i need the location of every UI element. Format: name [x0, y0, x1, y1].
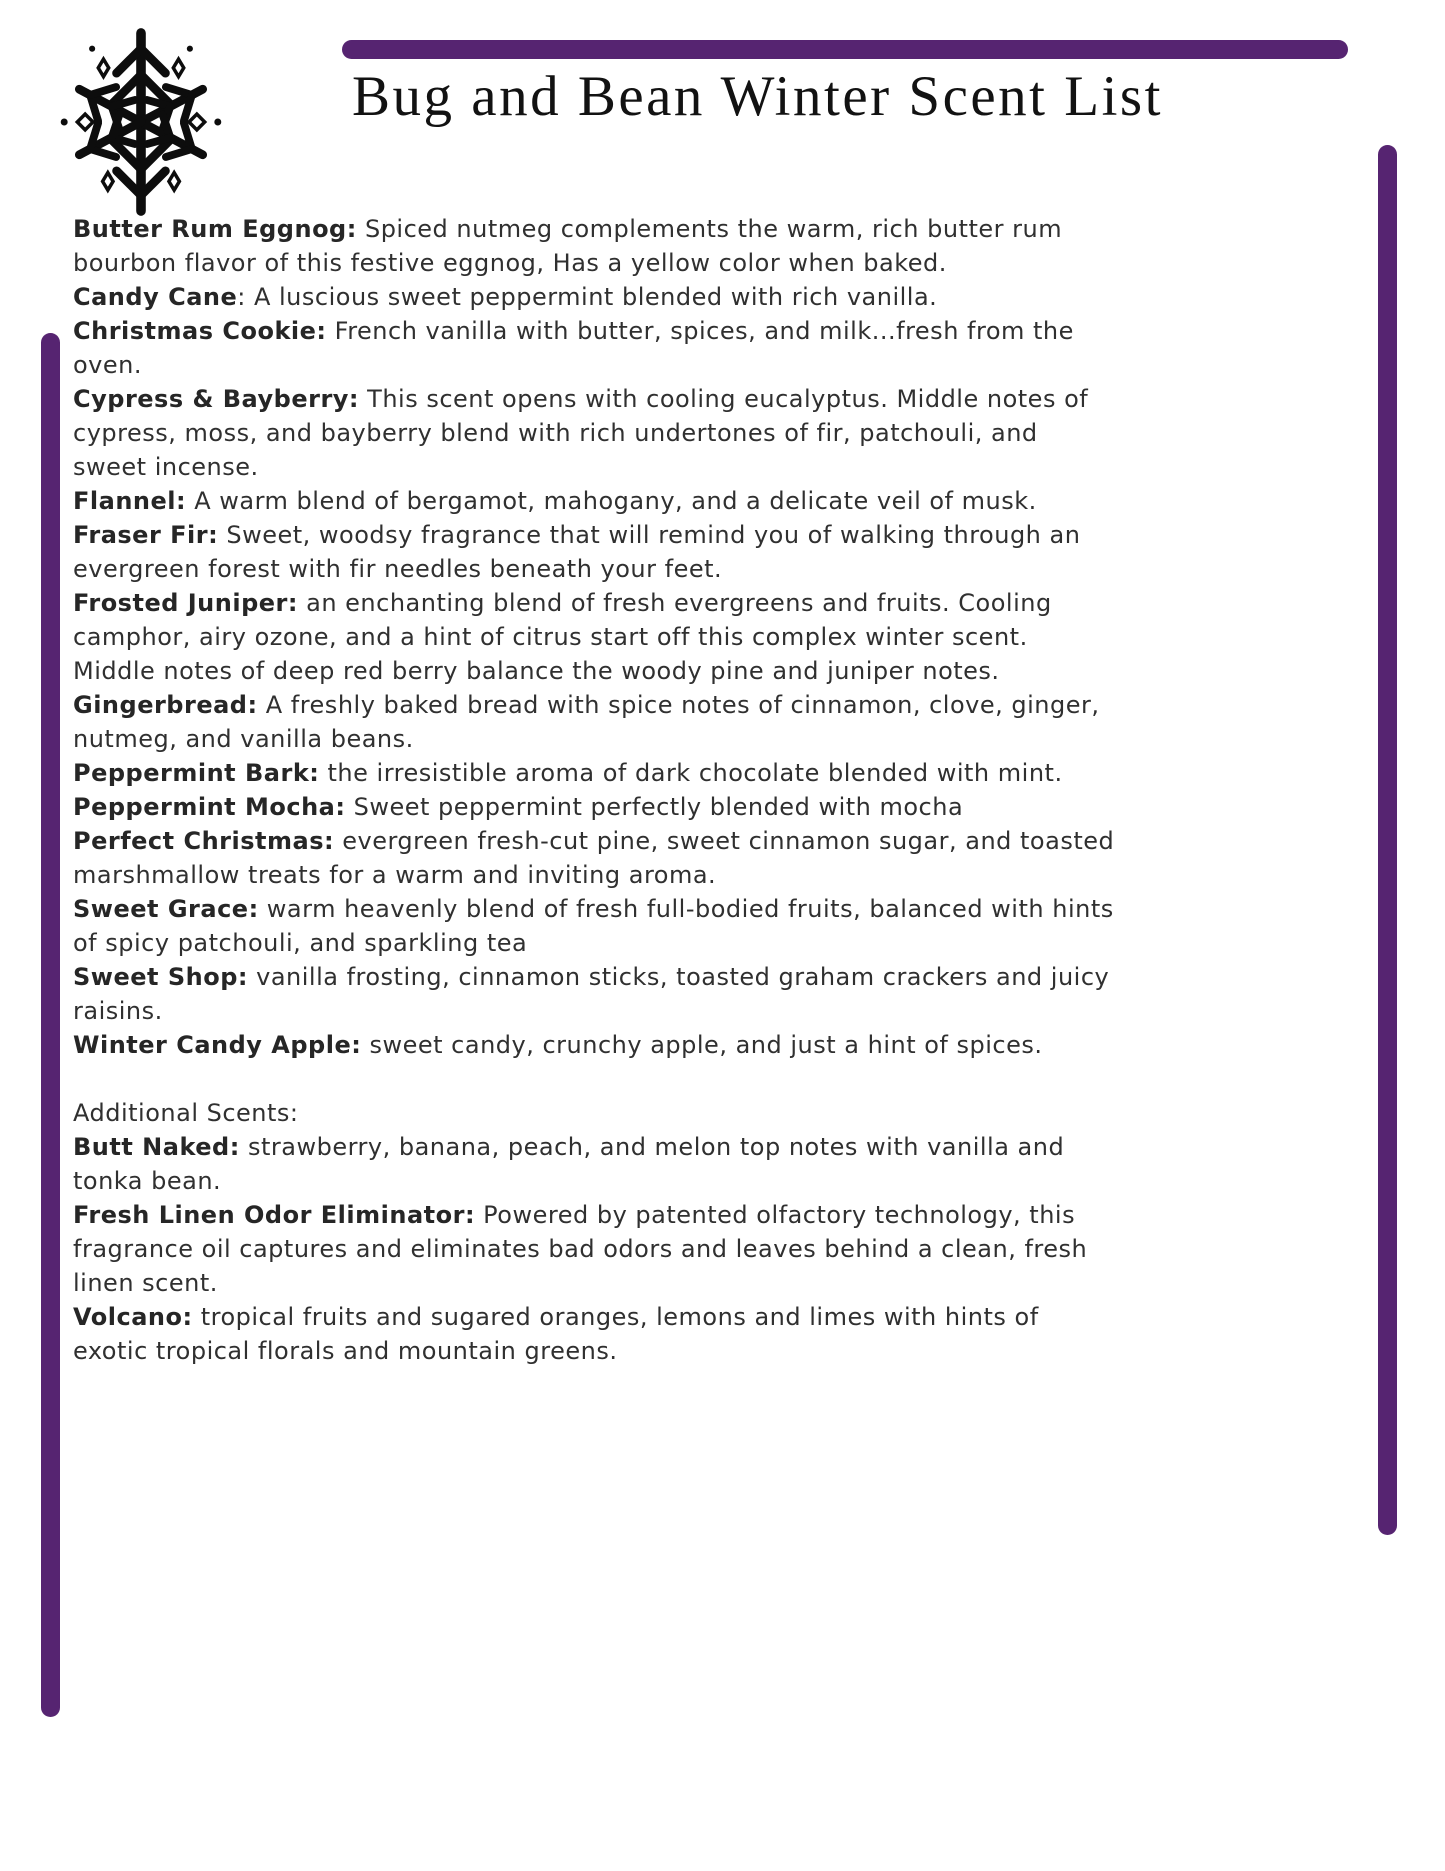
additional-scents-heading: Additional Scents:: [73, 1099, 299, 1127]
scent-name: Sweet Grace:: [73, 895, 259, 923]
scent-item: [73, 756, 1115, 790]
top-accent-bar: [342, 40, 1348, 59]
scent-item: [73, 892, 1115, 960]
scent-description: : A luscious sweet peppermint blended with rich vanilla.: [237, 283, 938, 311]
scent-name: Christmas Cookie:: [73, 317, 327, 345]
scent-item: [73, 688, 1115, 756]
scent-description: A warm blend of bergamot, mahogany, and a delicate veil of musk.: [186, 487, 1037, 515]
scent-name: Flannel:: [73, 487, 187, 515]
scent-description: French vanilla with butter, spices, and milk...fresh from the oven.: [73, 317, 1074, 379]
scent-list-content: [73, 212, 1115, 1368]
scent-description: the irresistible aroma of dark chocolate blended with mint.: [319, 759, 1063, 787]
scent-description: strawberry, banana, peach, and melon top notes with vanilla and tonka bean.: [73, 1133, 1065, 1195]
scent-name: Volcano:: [73, 1303, 193, 1331]
scent-item: [73, 280, 1115, 314]
scent-name: Perfect Christmas:: [73, 827, 335, 855]
scent-item: [73, 586, 1115, 688]
scent-name: Frosted Juniper:: [73, 589, 298, 617]
scent-list: [73, 212, 1115, 1062]
scent-item: [73, 212, 1115, 280]
additional-scent-list: [73, 1130, 1115, 1368]
scent-item: [73, 1028, 1115, 1062]
right-accent-bar: [1378, 145, 1397, 1535]
scent-description: warm heavenly blend of fresh full-bodied fruits, balanced with hints of spicy patchouli, and sparkling tea: [73, 895, 1114, 957]
scent-item: [73, 1198, 1115, 1300]
scent-name: Candy Cane: [73, 283, 238, 311]
scent-description: This scent opens with cooling eucalyptus. Middle notes of cypress, moss, and bayberry blend with rich undertones of fir, patchouli, and sweet incense.: [73, 385, 1089, 481]
scent-description: Sweet peppermint perfectly blended with mocha: [345, 793, 964, 821]
scent-description: tropical fruits and sugared oranges, lemons and limes with hints of exotic tropical florals and mountain greens.: [73, 1303, 1039, 1365]
scent-item: [73, 960, 1115, 1028]
scent-description: A freshly baked bread with spice notes of cinnamon, clove, ginger, nutmeg, and vanilla beans.: [73, 691, 1100, 753]
scent-description: Powered by patented olfactory technology, this fragrance oil captures and eliminates bad odors and leaves behind a clean, fresh linen scent.: [73, 1201, 1088, 1297]
scent-description: evergreen fresh-cut pine, sweet cinnamon sugar, and toasted marshmallow treats for a warm and inviting aroma.: [73, 827, 1115, 889]
scent-name: Sweet Shop:: [73, 963, 248, 991]
scent-name: Cypress & Bayberry:: [73, 385, 360, 413]
scent-description: an enchanting blend of fresh evergreens and fruits. Cooling camphor, airy ozone, and a hint of citrus start off this complex winter scent. Middle notes of deep red berry balance the woody pine and juniper notes.: [73, 589, 1052, 685]
scent-name: Fraser Fir:: [73, 521, 219, 549]
scent-item: [73, 1130, 1115, 1198]
snowflake-icon: [45, 26, 237, 218]
scent-item: [73, 518, 1115, 586]
scent-item: [73, 484, 1115, 518]
scent-name: Fresh Linen Odor Eliminator:: [73, 1201, 476, 1229]
scent-item: [73, 824, 1115, 892]
scent-name: Butt Naked:: [73, 1133, 240, 1161]
scent-name: Butter Rum Eggnog:: [73, 215, 357, 243]
scent-name: Gingerbread:: [73, 691, 258, 719]
scent-item: [73, 314, 1115, 382]
scent-item: [73, 790, 1115, 824]
scent-name: Peppermint Bark:: [73, 759, 320, 787]
scent-item: [73, 382, 1115, 484]
scent-name: Winter Candy Apple:: [73, 1031, 362, 1059]
left-accent-bar: [41, 333, 60, 1717]
scent-description: vanilla frosting, cinnamon sticks, toasted graham crackers and juicy raisins.: [73, 963, 1110, 1025]
scent-description: sweet candy, crunchy apple, and just a hint of spices.: [361, 1031, 1043, 1059]
page-title: Bug and Bean Winter Scent List: [352, 65, 1163, 128]
scent-description: Sweet, woodsy fragrance that will remind you of walking through an evergreen forest with fir needles beneath your feet.: [73, 521, 1081, 583]
scent-description: Spiced nutmeg complements the warm, rich butter rum bourbon flavor of this festive eggnog, Has a yellow color when baked.: [73, 215, 1063, 277]
scent-item: [73, 1300, 1115, 1368]
scent-name: Peppermint Mocha:: [73, 793, 346, 821]
